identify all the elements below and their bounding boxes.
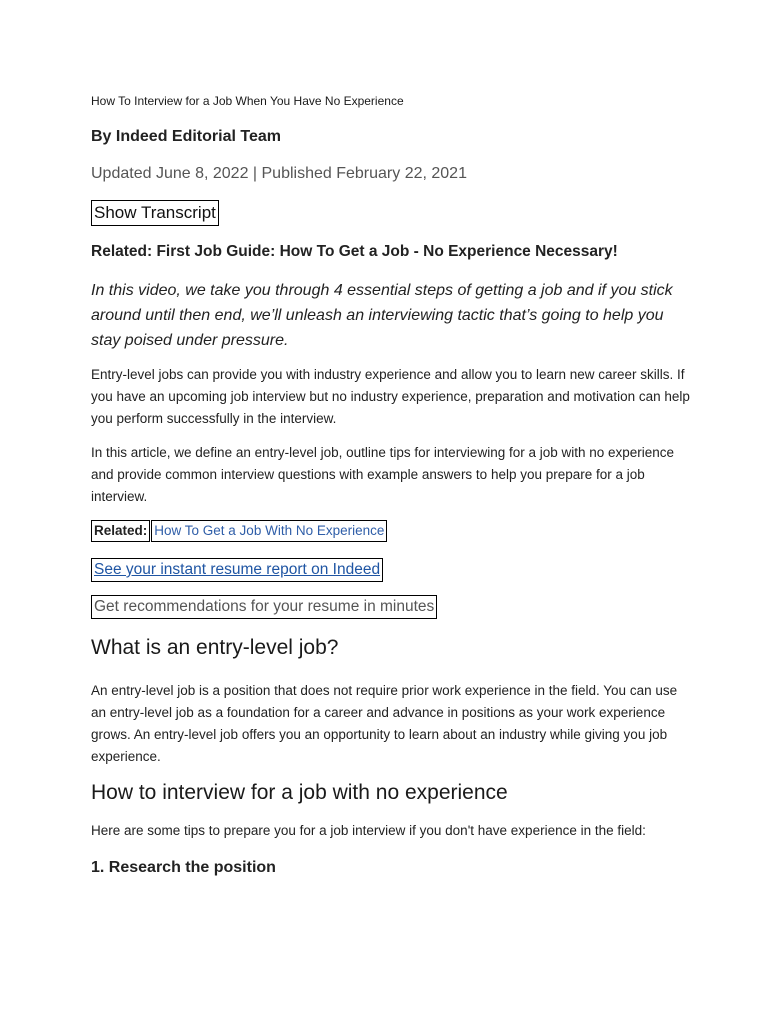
- step-research-position: 1. Research the position: [91, 859, 276, 876]
- tips-intro-text: Here are some tips to prepare you for a job interview if you don't have experience in the field:: [91, 823, 646, 838]
- related-guide-heading: Related: First Job Guide: How To Get a Job - No Experience Necessary!: [91, 243, 618, 260]
- byline: By Indeed Editorial Team: [91, 128, 281, 145]
- related-article-link[interactable]: How To Get a Job With No Experience: [151, 520, 387, 542]
- paragraph-entry-level-definition: An entry-level job is a position that does not require prior work experience in the field. You can use an entry-level job as a foundation for a career and advance in positions as your work experience grows. An entry-level job offers you an opportunity to learn about an industry while giving you job experience.: [91, 683, 678, 764]
- video-intro-text: In this video, we take you through 4 essential steps of getting a job and if you stick around until then end, we’ll unleash an interviewing tactic that’s going to help you stay poised under pressure.: [91, 282, 673, 349]
- paragraph-overview: In this article, we define an entry-level job, outline tips for interviewing for a job with no experience and provide common interview questions with example answers to help you prepare for a job interview.: [91, 445, 675, 504]
- related-link-row: [91, 520, 387, 542]
- paragraph-intro: Entry-level jobs can provide you with industry experience and allow you to learn new career skills. If you have an upcoming job interview but no industry experience, preparation and motivation can help you perform successfully in the interview.: [91, 367, 690, 426]
- heading-interview-no-experience: How to interview for a job with no experience: [91, 781, 508, 804]
- related-label: Related:: [91, 520, 150, 542]
- resume-report-link[interactable]: See your instant resume report on Indeed: [91, 558, 383, 582]
- document-title: How To Interview for a Job When You Have No Experience: [91, 94, 404, 108]
- heading-entry-level-job: What is an entry-level job?: [91, 636, 339, 659]
- show-transcript-button[interactable]: Show Transcript: [91, 200, 219, 226]
- publish-dates: Updated June 8, 2022 | Published February 22, 2021: [91, 165, 467, 182]
- resume-recommendations-button[interactable]: Get recommendations for your resume in minutes: [91, 595, 437, 619]
